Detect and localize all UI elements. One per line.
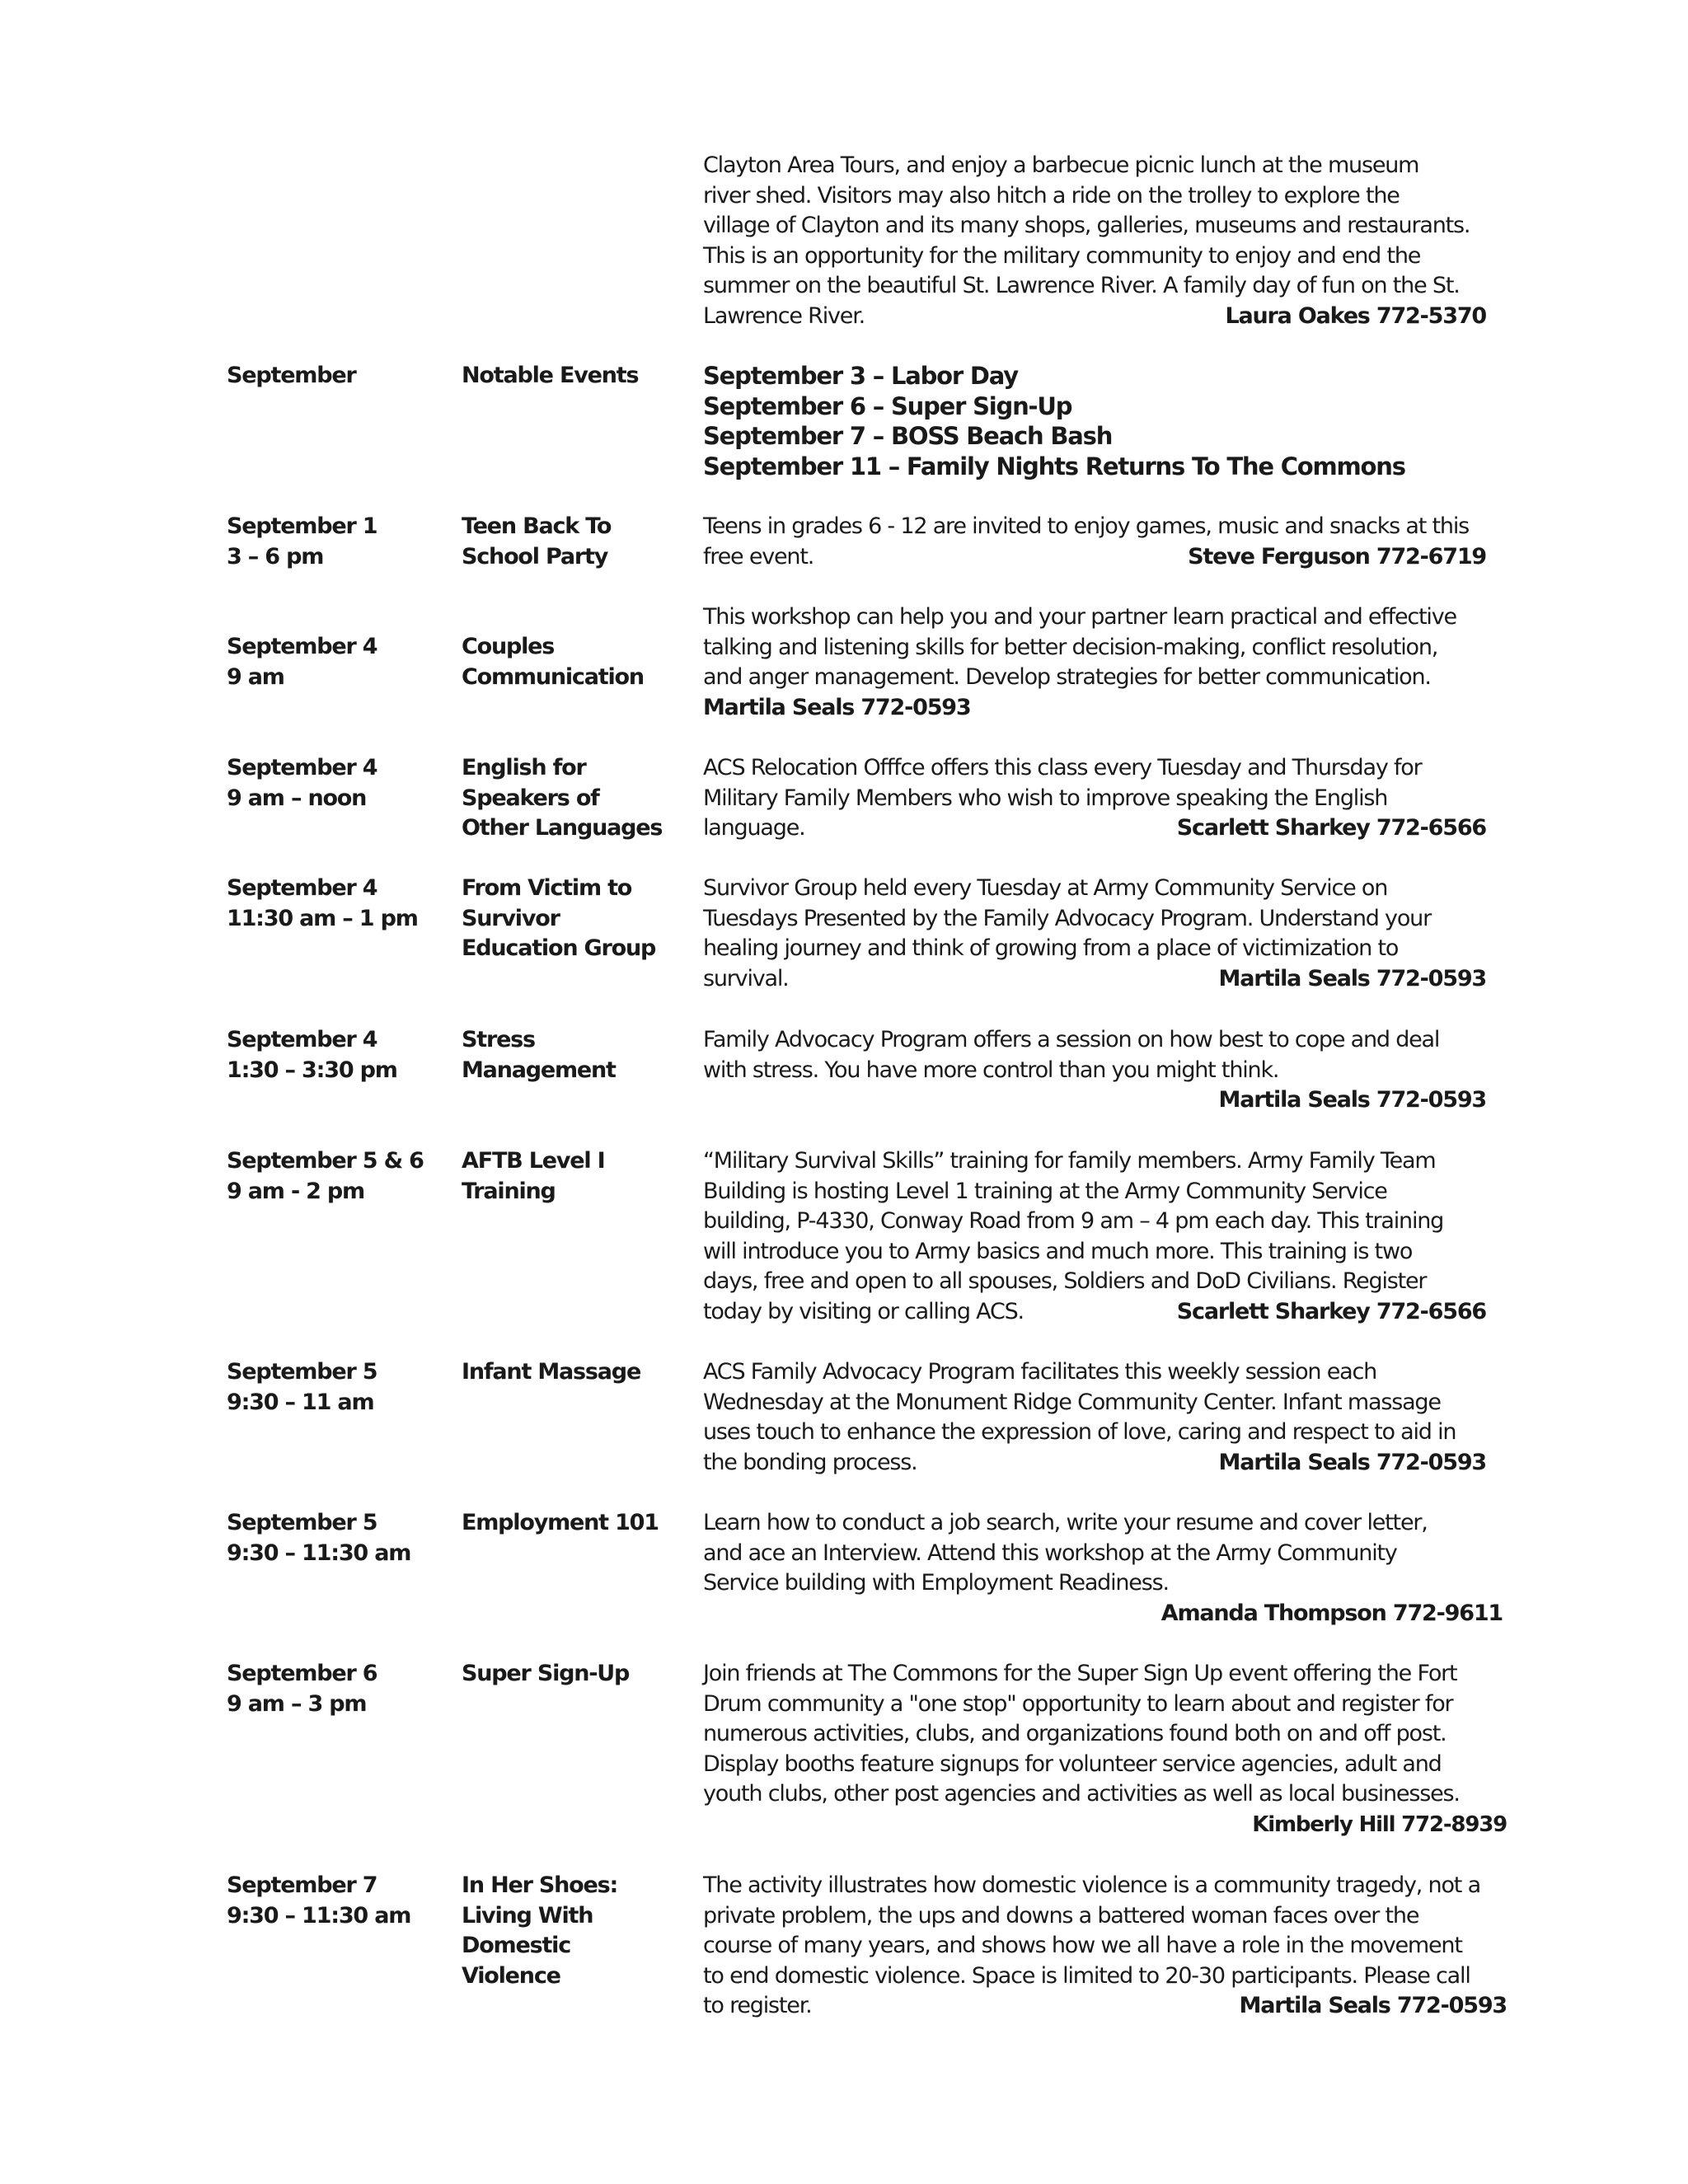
text-line: to end domestic violence. Space is limited to 20-30 participants. Please call <box>703 1962 1470 1989</box>
event-title-line: Survivor <box>462 905 560 931</box>
contact-info: Martila Seals 772-0593 <box>1218 965 1486 991</box>
contact-info: Kimberly Hill 772-8939 <box>1252 1811 1507 1837</box>
contact-info: Scarlett Sharkey 772-6566 <box>1176 1298 1486 1324</box>
event-date-line: September 5 <box>227 1359 377 1385</box>
event-date-line: September 5 & 6 <box>227 1148 424 1174</box>
contact-info: Martila Seals 772-0593 <box>1218 1449 1486 1475</box>
event-title-line: Employment 101 <box>462 1510 659 1535</box>
event-title-line: Violence <box>462 1962 560 1989</box>
event-date <box>227 753 457 813</box>
contact-info: Martila Seals 772-0593 <box>1218 1087 1486 1113</box>
event-time: 9:30 – 11:30 am <box>227 1902 411 1929</box>
text-line: Family Advocacy Program offers a session on how best to cope and deal <box>703 1027 1440 1052</box>
event-date-line: September 5 <box>227 1510 377 1535</box>
event-time: 11:30 am – 1 pm <box>227 905 418 931</box>
text-line: numerous activities, clubs, and organizations found both on and off post. <box>703 1721 1447 1746</box>
text-line: Military Family Members who wish to improve speaking the English <box>703 785 1388 811</box>
event-description <box>703 1508 1527 1629</box>
contact-info: Amanda Thompson 772-9611 <box>1160 1600 1503 1626</box>
event-date-line: September 4 <box>227 755 377 780</box>
notable-event-item: September 6 – Super Sign-Up <box>703 391 1072 420</box>
event-title-line: Stress <box>462 1027 535 1052</box>
text-line: the bonding process. <box>703 1449 917 1475</box>
notable-events-list <box>703 361 1527 481</box>
event-title-line: Domestic <box>462 1933 571 1958</box>
text-line: Wednesday at the Monument Ridge Community Center. Infant massage <box>703 1389 1441 1415</box>
notable-event-item: September 7 – BOSS Beach Bash <box>703 422 1113 450</box>
event-title-line: Infant Massage <box>462 1359 641 1385</box>
text-line: language. <box>703 815 805 841</box>
event-time: 1:30 – 3:30 pm <box>227 1057 397 1083</box>
event-title-line: AFTB Level I <box>462 1148 605 1174</box>
event-time: 9 am – 3 pm <box>227 1690 367 1717</box>
event-title: Notable Events <box>462 363 639 388</box>
event-description <box>703 1146 1527 1327</box>
text-line: Survivor Group held every Tuesday at Army Community Service on <box>703 875 1388 901</box>
event-title <box>462 1146 701 1207</box>
event-date-line: September 4 <box>227 634 377 659</box>
text-line: and anger management. Develop strategies for better communication. <box>703 664 1431 690</box>
text-line: course of many years, and shows how we all have a role in the movement <box>703 1933 1462 1958</box>
event-title-line: From Victim to <box>462 875 632 901</box>
event-title-line: Super Sign-Up <box>462 1661 630 1686</box>
event-time: 9 am - 2 pm <box>227 1178 364 1204</box>
text-line: Service building with Employment Readiness. <box>703 1570 1169 1596</box>
text-line: village of Clayton and its many shops, galleries, museums and restaurants. <box>703 213 1470 238</box>
event-time: 3 – 6 pm <box>227 543 324 569</box>
event-time: 9:30 – 11:30 am <box>227 1540 411 1566</box>
text-line: Tuesdays Presented by the Family Advocacy Program. Understand your <box>703 905 1431 931</box>
text-line: to register. <box>703 1993 812 2018</box>
text-line: uses touch to enhance the expression of love, caring and respect to aid in <box>703 1419 1456 1445</box>
event-date-line: September 1 <box>227 513 377 539</box>
text-line: summer on the beautiful St. Lawrence River. A family day of fun on the St. <box>703 273 1460 298</box>
event-title-line: English for <box>462 755 586 780</box>
event-description <box>703 512 1527 572</box>
text-line: Building is hosting Level 1 training at the Army Community Service <box>703 1178 1387 1204</box>
event-title-line: Education Group <box>462 935 656 961</box>
event-title <box>462 874 701 964</box>
text-line: Teens in grades 6 - 12 are invited to enjoy games, music and snacks at this <box>703 513 1469 539</box>
event-title-line: Couples <box>462 634 555 659</box>
text-line: Learn how to conduct a job search, write your resume and cover letter, <box>703 1510 1428 1535</box>
event-title <box>462 1508 701 1539</box>
event-title <box>462 1357 701 1388</box>
event-date <box>227 1659 457 1719</box>
text-line: days, free and open to all spouses, Soldiers and DoD Civilians. Register <box>703 1268 1427 1294</box>
event-title <box>462 753 701 844</box>
event-date-line: September 6 <box>227 1661 377 1686</box>
text-line: talking and listening skills for better decision-making, conflict resolution, <box>703 634 1438 660</box>
event-date-line: September 4 <box>227 1027 377 1052</box>
event-date-line: September 4 <box>227 875 377 901</box>
text-line: Drum community a "one stop" opportunity to learn about and register for <box>703 1690 1453 1717</box>
text-line: river shed. Visitors may also hitch a ride on the trolley to explore the <box>703 182 1400 209</box>
event-title-line: Teen Back To <box>462 513 612 539</box>
text-line: This workshop can help you and your partner learn practical and effective <box>703 604 1456 630</box>
text-line: Display booths feature signups for volunteer service agencies, adult and <box>703 1750 1442 1777</box>
notable-event-item: September 11 – Family Nights Returns To The Commons <box>703 452 1405 480</box>
event-description <box>703 874 1527 994</box>
event-title <box>462 632 701 692</box>
text-line: survival. <box>703 965 789 991</box>
contact-info: Steve Ferguson 772-6719 <box>1188 543 1486 569</box>
event-title <box>462 1871 701 1991</box>
event-date <box>227 874 457 934</box>
event-description <box>703 753 1527 844</box>
event-description <box>703 1659 1527 1840</box>
event-date <box>227 512 457 572</box>
event-date: September <box>227 363 356 388</box>
event-date <box>227 1357 457 1418</box>
text-line: today by visiting or calling ACS. <box>703 1298 1024 1324</box>
event-date <box>227 1025 457 1085</box>
text-line: youth clubs, other post agencies and activities as well as local businesses. <box>703 1781 1460 1807</box>
text-line: healing journey and think of growing from a place of victimization to <box>703 935 1399 961</box>
contact-info: Martila Seals 772-0593 <box>1239 1993 1507 2018</box>
event-title-line: School Party <box>462 543 608 569</box>
event-date <box>227 1871 457 1931</box>
contact-info: Martila Seals 772-0593 <box>703 694 971 720</box>
event-title-line: Living With <box>462 1902 593 1929</box>
text-line: The activity illustrates how domestic violence is a community tragedy, not a <box>703 1872 1480 1898</box>
text-line: free event. <box>703 543 814 569</box>
intro-description <box>703 151 1527 331</box>
text-line: This is an opportunity for the military community to enjoy and end the <box>703 242 1421 269</box>
event-title-line: Speakers of <box>462 785 599 811</box>
text-line: ACS Relocation Offfce offers this class every Tuesday and Thursday for <box>703 755 1422 780</box>
notable-event-item: September 3 – Labor Day <box>703 362 1018 390</box>
text-line: and ace an Interview. Attend this workshop at the Army Community <box>703 1540 1397 1566</box>
event-description <box>703 1871 1527 2022</box>
text-line: will introduce you to Army basics and much more. This training is two <box>703 1238 1413 1264</box>
contact-info: Laura Oakes 772-5370 <box>1225 302 1486 329</box>
event-title-line: Training <box>462 1178 556 1204</box>
event-description <box>703 1357 1527 1478</box>
text-line: ACS Family Advocacy Program facilitates this weekly session each <box>703 1359 1377 1385</box>
event-title-line: In Her Shoes: <box>462 1872 618 1898</box>
event-date <box>227 1508 457 1568</box>
text-line: Lawrence River. <box>703 302 865 329</box>
text-line: with stress. You have more control than you might think. <box>703 1057 1279 1083</box>
event-title <box>462 512 701 572</box>
event-title <box>462 1025 701 1085</box>
event-title <box>462 1659 701 1690</box>
event-title-line: Communication <box>462 663 644 690</box>
text-line: Clayton Area Tours, and enjoy a barbecue picnic lunch at the museum <box>703 152 1419 178</box>
event-time: 9 am – noon <box>227 785 367 811</box>
text-line: building, P-4330, Conway Road from 9 am – 4 pm each day. This training <box>703 1208 1444 1234</box>
text-line: “Military Survival Skills” training for family members. Army Family Team <box>703 1148 1436 1174</box>
event-date <box>227 632 457 692</box>
contact-info: Scarlett Sharkey 772-6566 <box>1176 815 1486 841</box>
event-time: 9:30 – 11 am <box>227 1389 374 1415</box>
event-time: 9 am <box>227 663 284 690</box>
event-description <box>703 602 1527 723</box>
event-description <box>703 1025 1527 1116</box>
text-line: private problem, the ups and downs a battered woman faces over the <box>703 1902 1419 1929</box>
event-title-line: Management <box>462 1057 616 1083</box>
text-line: Join friends at The Commons for the Super Sign Up event offering the Fort <box>703 1661 1457 1686</box>
event-date-line: September 7 <box>227 1872 377 1898</box>
event-date <box>227 1146 457 1207</box>
event-title-line: Other Languages <box>462 815 663 841</box>
